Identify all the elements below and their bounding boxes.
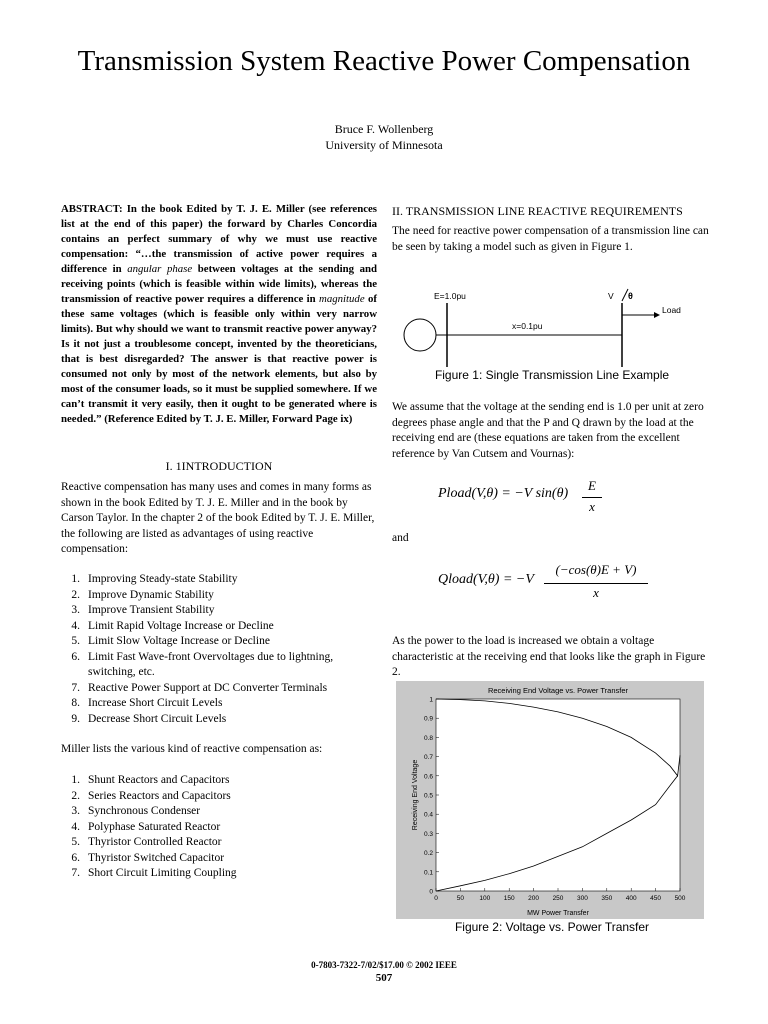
advantage-item-number: 8. xyxy=(71,697,80,709)
abstract-emphasis-2: magnitude xyxy=(319,293,365,305)
figure-2-chart xyxy=(396,681,704,919)
compensation-kind-item-number: 3. xyxy=(71,805,80,817)
figure-2-caption: Figure 2: Voltage vs. Power Transfer xyxy=(454,920,650,934)
generator-symbol xyxy=(404,319,436,351)
compensation-kind-item xyxy=(61,835,377,851)
x-axis-label: MW Power Transfer xyxy=(527,910,589,917)
equation-pload-lhs: Pload(V,θ) = −V sin(θ) xyxy=(438,486,569,501)
sending-voltage-label: E=1.0pu xyxy=(434,291,466,301)
compensation-kinds-list xyxy=(61,773,377,882)
x-tick-label: 0 xyxy=(434,895,438,902)
compensation-kind-item-text: Synchronous Condenser xyxy=(88,805,201,817)
load-arrow-head xyxy=(654,312,660,318)
advantage-item-text: Increase Short Circuit Levels xyxy=(88,697,223,709)
advantage-item-text: Reactive Power Support at DC Converter Terminals xyxy=(88,681,328,694)
author-affiliation: University of Minnesota xyxy=(325,138,443,152)
advantage-item-number: 6. xyxy=(71,650,80,663)
x-tick-label: 200 xyxy=(528,895,540,902)
section-heading-introduction: I. 1INTRODUCTION xyxy=(165,459,273,473)
y-tick-label: 0.9 xyxy=(423,715,433,723)
compensation-kind-item-number: 7. xyxy=(71,867,80,879)
compensation-kind-item-text: Thyristor Switched Capacitor xyxy=(88,851,225,864)
equation-pload-denominator: x xyxy=(589,499,595,514)
abstract-emphasis-1: angular phase xyxy=(127,263,193,275)
page-number: 507 xyxy=(375,972,393,984)
advantage-item xyxy=(61,696,377,712)
advantage-item xyxy=(61,588,377,604)
y-tick-label: 0.8 xyxy=(423,734,433,742)
compensation-kind-item-text: Short Circuit Limiting Coupling xyxy=(88,867,237,879)
equation-pload-fraction-bar xyxy=(582,497,602,498)
advantage-item-text: Decrease Short Circuit Levels xyxy=(88,712,227,725)
compensation-kind-item-number: 6. xyxy=(71,851,80,864)
advantage-item-number: 1. xyxy=(71,573,80,585)
equation-qload-lhs: Qload(V,θ) = −V xyxy=(438,572,534,587)
advantage-item xyxy=(61,572,377,588)
y-tick-label: 0 xyxy=(429,888,433,896)
abstract xyxy=(61,202,377,427)
angle-label: θ xyxy=(628,291,633,301)
equation-qload-denominator: x xyxy=(593,585,599,600)
section2-paragraph-2: We assume that the voltage at the sending end is 1.0 per unit at zero degrees phase angle and that the P and Q drawn by the load at the receiving end are (these equations are taken from the excellent reference by Van Cutsem and Vournas): xyxy=(392,401,704,460)
advantage-item-text: Limit Slow Voltage Increase or Decline xyxy=(88,635,270,647)
compensation-kind-item xyxy=(61,820,377,836)
y-tick-label: 1 xyxy=(429,696,433,704)
compensation-kind-item-number: 5. xyxy=(71,836,80,848)
equation-qload-fraction-bar xyxy=(544,583,648,584)
advantage-item-number: 9. xyxy=(71,712,80,725)
author-block xyxy=(0,121,768,153)
advantage-item-text: Limit Fast Wave-front Overvoltages due to lightning, switching, etc. xyxy=(88,650,334,678)
plot-area xyxy=(436,699,680,891)
compensation-kind-item xyxy=(61,804,377,820)
advantage-item xyxy=(61,650,377,681)
equation-qload-numerator: (−cos(θ)E + V) xyxy=(555,562,637,577)
advantage-item-number: 2. xyxy=(71,588,80,601)
kinds-intro-paragraph: Miller lists the various kind of reactive compensation as: xyxy=(61,743,323,755)
compensation-kind-item xyxy=(61,789,377,805)
y-tick-label: 0.5 xyxy=(423,792,433,800)
x-tick-label: 150 xyxy=(503,895,515,902)
advantage-item-text: Improve Dynamic Stability xyxy=(88,588,214,601)
line-reactance-label: x=0.1pu xyxy=(512,321,543,331)
compensation-kind-item-text: Thyristor Controlled Reactor xyxy=(88,836,222,848)
paper-title: Transmission System Reactive Power Compensation xyxy=(77,45,691,77)
abstract-text-1: ABSTRACT: In the book Edited by T. J. E. Miller (see references list at the end of this paper) the forward by Charles Concordia contains an perfect summary of why we must use reactive compensation: “…the transmission of active power requires a difference in xyxy=(61,203,377,275)
equation-qload xyxy=(392,560,712,606)
section2-paragraph-3: As the power to the load is increased we obtain a voltage characteristic at the receiving end that looks like the graph in Figure 2. xyxy=(392,635,706,678)
x-tick-label: 250 xyxy=(552,895,564,902)
section2-paragraph-1: The need for reactive power compensation of a transmission line can be seen by taking a model such as given in Figure 1. xyxy=(392,225,709,253)
author-name: Bruce F. Wollenberg xyxy=(334,122,434,136)
equation-pload-numerator: E xyxy=(588,478,596,493)
advantage-item-number: 7. xyxy=(71,681,80,694)
compensation-kind-item-text: Series Reactors and Capacitors xyxy=(88,789,231,802)
y-tick-label: 0.3 xyxy=(423,830,433,838)
advantage-item xyxy=(61,681,377,697)
y-tick-label: 0.1 xyxy=(423,869,433,877)
figure-1-caption: Figure 1: Single Transmission Line Example xyxy=(434,368,670,382)
footer-copyright: 0-7803-7322-7/02/$17.00 © 2002 IEEE xyxy=(311,960,457,970)
compensation-kind-item-text: Polyphase Saturated Reactor xyxy=(88,820,221,833)
intro-paragraph: Reactive compensation has many uses and comes in many forms as shown in the book Edited by T. J. E. Miller and in the book by Carson Taylor. In the chapter 2 of the book Edited by T. J. E. Miller, the following are listed as advantages of using reactive compensation: xyxy=(61,481,375,555)
compensation-kind-item-number: 2. xyxy=(71,789,80,802)
advantage-item-text: Improving Steady-state Stability xyxy=(88,573,238,585)
x-tick-label: 350 xyxy=(601,895,613,902)
x-tick-label: 500 xyxy=(674,895,686,902)
advantage-item-number: 5. xyxy=(71,635,80,647)
advantage-item xyxy=(61,712,377,728)
chart-title: Receiving End Voltage vs. Power Transfer xyxy=(487,686,629,695)
equation-conjunction: and xyxy=(392,532,409,544)
x-tick-label: 300 xyxy=(576,895,588,902)
advantage-item xyxy=(61,634,377,650)
compensation-kind-item-text: Shunt Reactors and Capacitors xyxy=(88,774,230,786)
figure-1-diagram xyxy=(392,285,712,375)
x-tick-label: 50 xyxy=(456,895,465,902)
advantage-item xyxy=(61,603,377,619)
abstract-text-3: of these same voltages (which is feasible only within very narrow limits). But why should we want to transmit reactive power anyway? Is it not just a troublesome concept, invented by the theoreticians, that is best disregarded? The answer is that reactive power is consumed not only by most of the network elements, but also by most of the consumer loads, so it must be supplied somewhere. If we can’t transmit it very easily, then it ought to be generated where is needed.” (Reference Edited by T. J. E. Miller, Forward Page ix) xyxy=(61,293,377,425)
receiving-voltage-label: V xyxy=(608,291,614,301)
x-tick-label: 400 xyxy=(625,895,637,902)
load-label: Load xyxy=(662,305,681,315)
compensation-kind-item-number: 4. xyxy=(71,820,80,833)
section-heading-transmission: II. TRANSMISSION LINE REACTIVE REQUIREMENTS xyxy=(392,204,683,218)
y-tick-label: 0.6 xyxy=(423,773,433,781)
abstract-text-2: between voltages at the sending and receiving points (which is feasible within wide limits), whereas the transmission of reactive power requires a difference in xyxy=(61,263,377,305)
x-tick-label: 100 xyxy=(479,895,491,902)
advantage-item-number: 3. xyxy=(71,604,80,616)
compensation-kind-item-number: 1. xyxy=(71,774,80,786)
compensation-kind-item xyxy=(61,866,377,882)
compensation-kind-item xyxy=(61,773,377,789)
equation-pload xyxy=(392,478,712,518)
y-tick-label: 0.4 xyxy=(423,811,433,819)
x-tick-label: 450 xyxy=(650,895,662,902)
y-tick-label: 0.7 xyxy=(423,754,433,762)
advantages-list xyxy=(61,572,377,727)
y-axis-label: Receiving End Voltage xyxy=(412,759,419,831)
advantage-item-text: Limit Rapid Voltage Increase or Decline xyxy=(88,619,274,632)
compensation-kind-item xyxy=(61,851,377,867)
advantage-item-number: 4. xyxy=(71,619,80,632)
y-tick-label: 0.2 xyxy=(423,850,433,858)
advantage-item-text: Improve Transient Stability xyxy=(88,604,215,616)
advantage-item xyxy=(61,619,377,635)
